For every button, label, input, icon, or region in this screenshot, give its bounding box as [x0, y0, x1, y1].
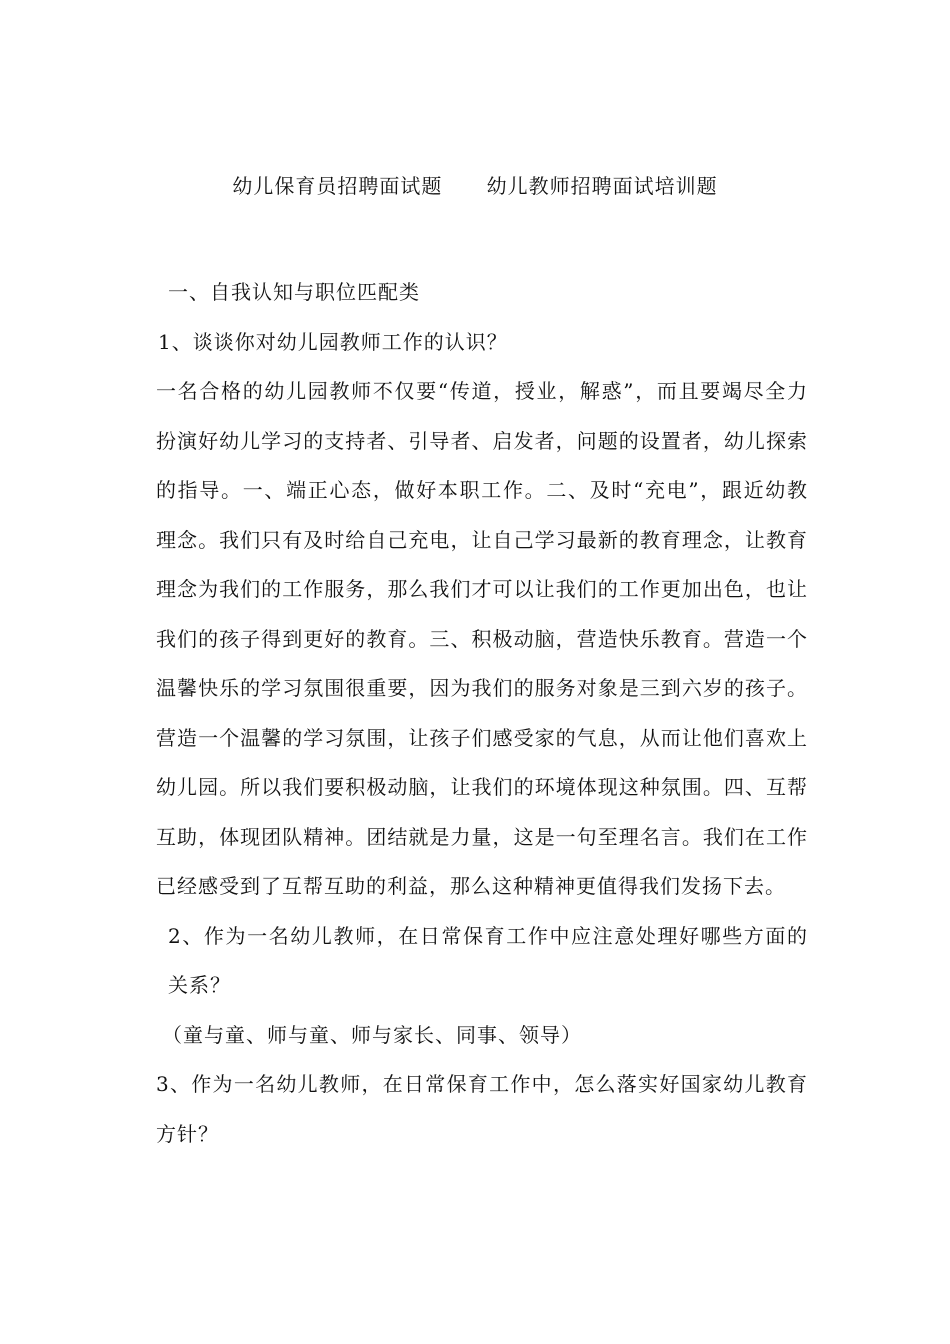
document-body [146, 268, 808, 1159]
answer-1: 一名合格的幼儿园教师不仅要“传道，授业，解惑”，而且要竭尽全力扮演好幼儿学习的支持者、引导者、启发者，问题的设置者，幼儿探索的指导。一、端正心态，做好本职工作。二、及时“充电”，跟近幼教理念。我们只有及时给自己充电，让自己学习最新的教育理念，让教育理念为我们的工作服务，那么我们才可以让我们的工作更加出色，也让我们的孩子得到更好的教育。三、积极动脑，营造快乐教育。营造一个温馨快乐的学习氛围很重要，因为我们的服务对象是三到六岁的孩子。营造一个温馨的学习氛围，让孩子们感受家的气息，从而让他们喜欢上幼儿园。所以我们要积极动脑，让我们的环境体现这种氛围。四、互帮互助，体现团队精神。团结就是力量，这是一句至理名言。我们在工作已经感受到了互帮互助的利益，那么这种精神更值得我们发扬下去。 [156, 379, 808, 898]
document-title: 幼儿保育员招聘面试题 幼儿教师招聘面试培训题 [232, 174, 718, 198]
question-2: 2、作为一名幼儿教师，在日常保育工作中应注意处理好哪些方面的关系？ [168, 923, 808, 997]
section-heading: 一、自我认知与职位匹配类 [168, 280, 420, 304]
question-1: 1、谈谈你对幼儿园教师工作的认识？ [158, 329, 508, 354]
question-3: 3、作为一名幼儿教师，在日常保育工作中，怎么落实好国家幼儿教育方针？ [156, 1072, 808, 1146]
answer-2: （童与童、师与童、师与家长、同事、领导） [162, 1022, 582, 1047]
